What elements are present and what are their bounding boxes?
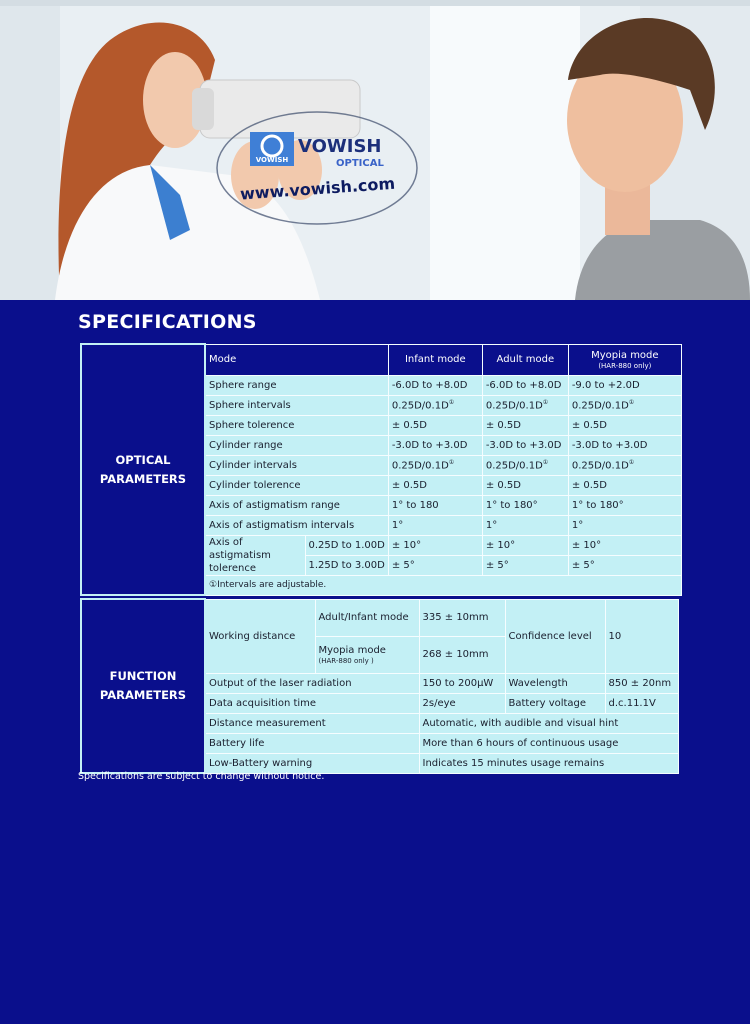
hero-photo <box>0 0 750 300</box>
infant-mode-header: Infant mode <box>388 344 482 375</box>
table-row: 1.25D to 3.00D ± 5° ± 5° ± 5° <box>81 555 681 575</box>
adult-mode-header: Adult mode <box>482 344 568 375</box>
optical-header-row <box>81 344 681 375</box>
myopia-mode-header: Myopia mode (HAR-880 only) <box>568 344 681 375</box>
table-row: Battery life More than 6 hours of continuous usage <box>81 733 678 753</box>
table-row: Low-Battery warning Indicates 15 minutes usage remains <box>81 753 678 773</box>
table-row: Cylinder intervals 0.25D/0.1D① 0.25D/0.1D① 0.25D/0.1D① <box>81 455 681 475</box>
table-row: Myopia mode (HAR-880 only ) 268 ± 10mm <box>81 636 678 673</box>
table-row: Axis of astigmatism intervals 1° 1° 1° <box>81 515 681 535</box>
function-section-label: FUNCTION PARAMETERS <box>81 599 205 773</box>
table-row: Distance measurement Automatic, with audible and visual hint <box>81 713 678 733</box>
brand-name: VOWISH <box>298 136 382 157</box>
brand-sub: OPTICAL <box>336 158 384 169</box>
table-row: Axis of astigmatism tolerence 0.25D to 1.00D ± 10° ± 10° ± 10° <box>81 535 681 555</box>
table-row: Cylinder range -3.0D to +3.0D -3.0D to +3.0D -3.0D to +3.0D <box>81 435 681 455</box>
page-title: SPECIFICATIONS <box>78 311 257 333</box>
table-row: Sphere tolerence ± 0.5D ± 0.5D ± 0.5D <box>81 415 681 435</box>
svg-text:VOWISH: VOWISH <box>255 156 289 164</box>
hero-illustration <box>0 0 750 300</box>
table-row: Axis of astigmatism range 1° to 180 1° to 180° 1° to 180° <box>81 495 681 515</box>
table-row: Sphere intervals 0.25D/0.1D① 0.25D/0.1D① 0.25D/0.1D① <box>81 395 681 415</box>
mode-header: Mode <box>205 344 388 375</box>
table-row: Output of the laser radiation 150 to 200μW Wavelength 850 ± 20nm <box>81 673 678 693</box>
optical-parameters-table <box>80 343 682 596</box>
table-row: Cylinder tolerence ± 0.5D ± 0.5D ± 0.5D <box>81 475 681 495</box>
axis-tolerence-label: Axis of astigmatism tolerence <box>205 535 305 575</box>
brand-url: www.vowish.com <box>239 173 396 204</box>
optical-section-label: OPTICAL PARAMETERS <box>81 344 205 595</box>
intervals-note: ①Intervals are adjustable. <box>205 575 681 595</box>
table-row: FUNCTION PARAMETERS Working distance Adult/Infant mode 335 ± 10mm Confidence level 10 <box>81 599 678 636</box>
table-row: Sphere range -6.0D to +8.0D -6.0D to +8.0D -9.0 to +2.0D <box>81 375 681 395</box>
function-parameters-table <box>80 598 679 774</box>
vowish-logo <box>250 132 294 166</box>
footer-note: Specifications are subject to change without notice. <box>78 771 325 782</box>
table-row: Data acquisition time 2s/eye Battery voltage d.c.11.1V <box>81 693 678 713</box>
